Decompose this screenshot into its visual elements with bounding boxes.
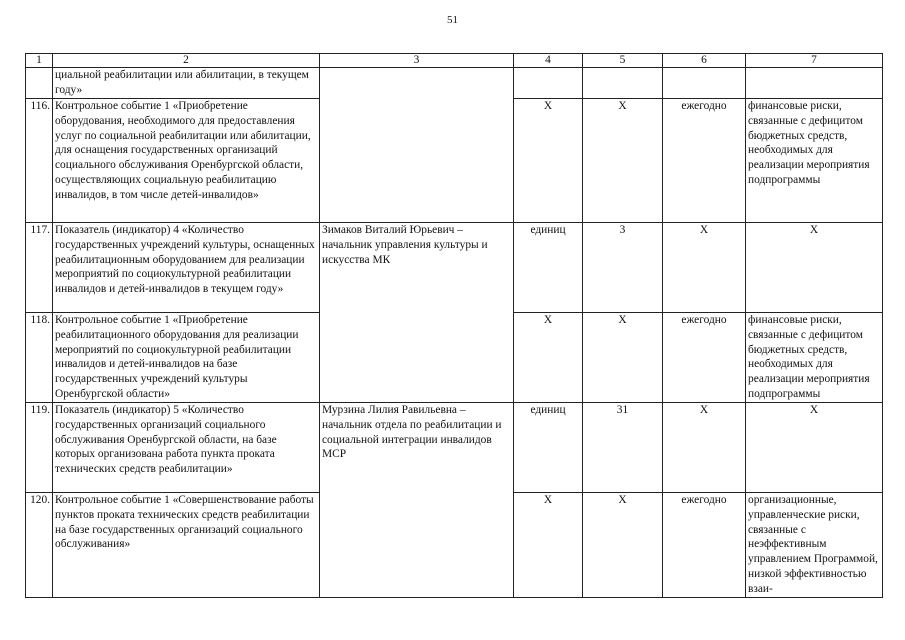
header-cell: 3 <box>320 54 514 68</box>
header-cell: 6 <box>663 54 746 68</box>
value-cell: X <box>583 313 663 403</box>
description-cell: Контрольное событие 1 «Приобретение оборудования, необходимого для предоставления услуг по социальной реабилитации или абилитации, для оснащения государственных организаций социального обслуживания Оренбургской области, осуществляющих социальную реабилитацию инвалидов, в том числе детей-инвалидов» <box>53 99 320 223</box>
responsible-cell: Зимаков Виталий Юрьевич – начальник управления культуры и искусства МК <box>320 223 514 403</box>
header-cell: 2 <box>53 54 320 68</box>
risk-cell: X <box>746 403 883 493</box>
value-cell: X <box>583 99 663 223</box>
period-cell: ежегодно <box>663 99 746 223</box>
header-cell: 1 <box>26 54 53 68</box>
risk-cell: X <box>746 223 883 313</box>
risk-cell: финансовые риски, связанные с дефицитом бюджетных средств, необходимых для реализации мероприятия подпрограммы <box>746 99 883 223</box>
header-cell: 7 <box>746 54 883 68</box>
header-cell: 5 <box>583 54 663 68</box>
value-cell: 31 <box>583 403 663 493</box>
period-cell: X <box>663 223 746 313</box>
description-cell: Контрольное событие 1 «Совершенствование работы пунктов проката технических средств реабилитации на базе государственных организаций социального обслуживания» <box>53 493 320 598</box>
row-number: 119. <box>26 403 53 493</box>
description-cell: Показатель (индикатор) 5 «Количество государственных организаций социального обслуживания Оренбургской области, на базе которых организована работа пункта проката технических средств реабилитации» <box>53 403 320 493</box>
period-cell: ежегодно <box>663 313 746 403</box>
responsible-cell <box>320 68 514 223</box>
risk-cell: финансовые риски, связанные с дефицитом бюджетных средств, необходимых для реализации мероприятия подпрограммы <box>746 313 883 403</box>
description-cell: Показатель (индикатор) 4 «Количество государственных учреждений культуры, оснащенных реабилитационным оборудованием для реализации мероприятий по социокультурной реабилитации инвалидов и детей-инвалидов в текущем году» <box>53 223 320 313</box>
row-number: 118. <box>26 313 53 403</box>
unit-cell: X <box>514 99 583 223</box>
description-cell: Контрольное событие 1 «Приобретение реабилитационного оборудования для реализации мероприятий по социокультурной реабилитации инвалидов и детей-инвалидов на базе государственных учреждений культуры Оренбургской области» <box>53 313 320 403</box>
row-number: 116. <box>26 99 53 223</box>
unit-cell: единиц <box>514 223 583 313</box>
table-row-continuation <box>26 68 883 99</box>
value-cell: X <box>583 493 663 598</box>
header-row <box>26 54 883 68</box>
period-cell: X <box>663 403 746 493</box>
responsible-cell: Мурзина Лилия Равильевна – начальник отдела по реабилитации и социальной интеграции инвалидов МСР <box>320 403 514 598</box>
header-cell: 4 <box>514 54 583 68</box>
page-number: 51 <box>447 14 458 26</box>
value-cell: 3 <box>583 223 663 313</box>
unit-cell: X <box>514 493 583 598</box>
unit-cell: единиц <box>514 403 583 493</box>
row-number: 117. <box>26 223 53 313</box>
table-row <box>26 223 883 313</box>
row-number: 120. <box>26 493 53 598</box>
unit-cell: X <box>514 313 583 403</box>
period-cell: ежегодно <box>663 493 746 598</box>
risk-cell: организационные, управленческие риски, связанные с неэффективным управлением Программой, низкой эффективностью взаи- <box>746 493 883 598</box>
program-table <box>25 53 883 598</box>
description-cell: циальной реабилитации или абилитации, в текущем году» <box>53 68 320 99</box>
num-cell <box>26 68 53 99</box>
table-row <box>26 403 883 493</box>
